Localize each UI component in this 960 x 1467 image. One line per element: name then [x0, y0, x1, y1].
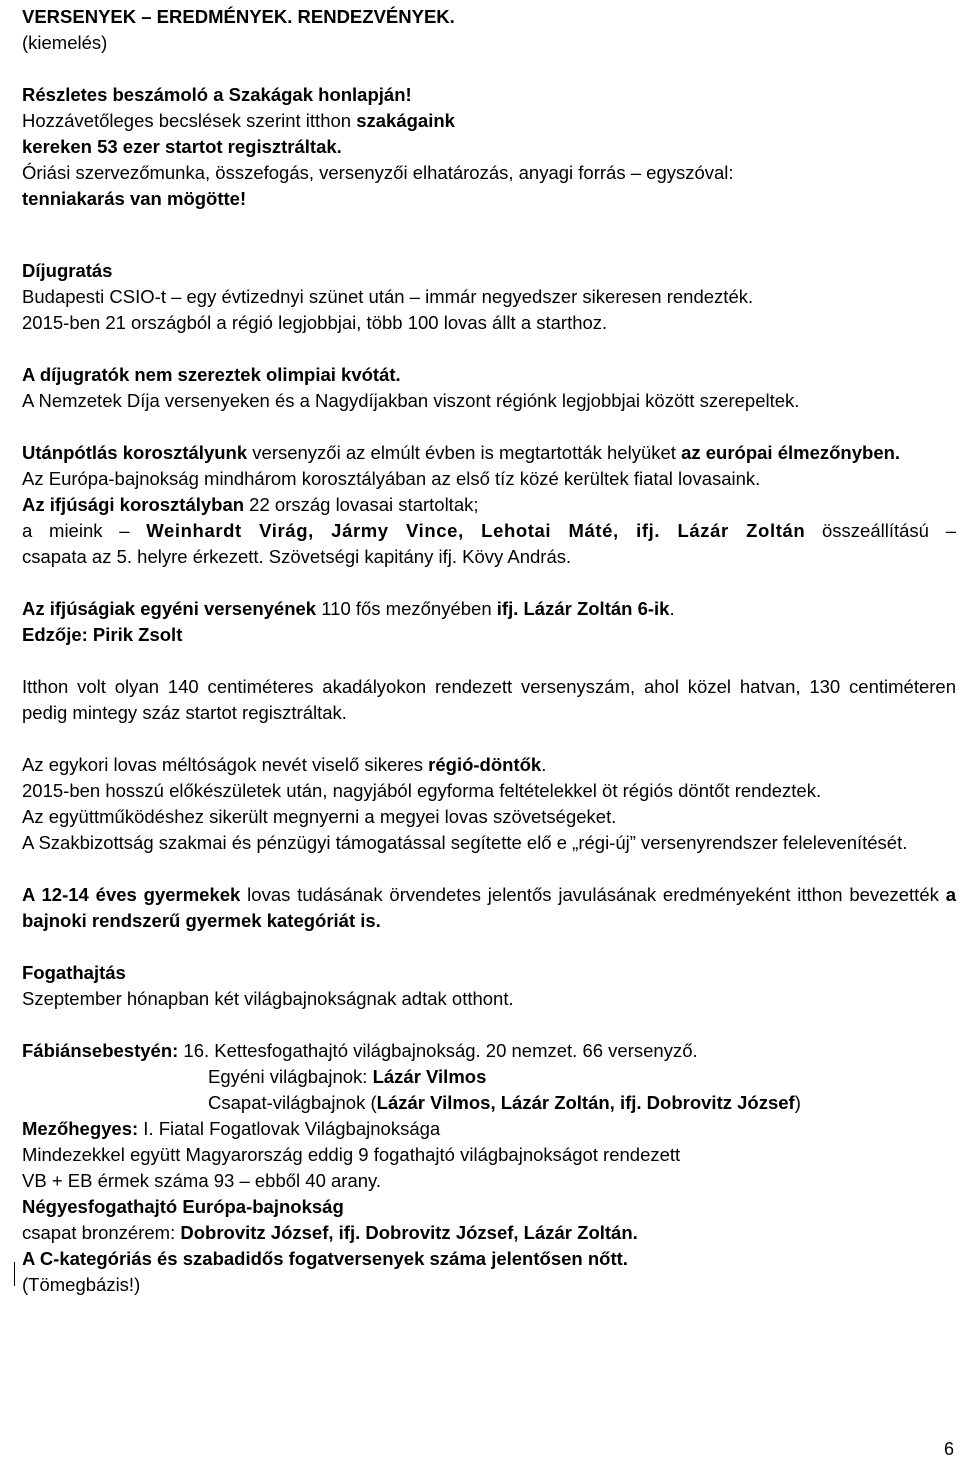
- paragraph-line: Mezőhegyes: I. Fiatal Fogatlovak Világbajnoksága: [22, 1118, 441, 1139]
- intro-line: Hozzávetőleges becslések szerint itthon szakágaink: [22, 110, 455, 131]
- paragraph-line: Az ifjúságiak egyéni versenyének 110 fős mezőnyében ifj. Lázár Zoltán 6-ik.: [22, 598, 675, 619]
- paragraph-line: Szeptember hónapban két világbajnokságnak adtak otthont.: [22, 988, 514, 1009]
- paragraph-line: Négyesfogathajtó Európa-bajnokság: [22, 1196, 344, 1217]
- document-page: [22, 4, 956, 1298]
- paragraph-line: 2015-ben 21 országból a régió legjobbjai, több 100 lovas állt a starthoz.: [22, 312, 608, 333]
- intro-line: kereken 53 ezer startot regisztráltak.: [22, 136, 342, 157]
- paragraph-line: csapat bronzérem: Dobrovitz József, ifj. Dobrovitz József, Lázár Zoltán.: [22, 1222, 638, 1243]
- intro-line: Óriási szervezőmunka, összefogás, versenyzői elhatározás, anyagi forrás – egyszóval:: [22, 162, 734, 183]
- paragraph-line: A díjugratók nem szereztek olimpiai kvótát.: [22, 364, 401, 385]
- section-heading-fogathajtas: Fogathajtás: [22, 962, 126, 983]
- paragraph-line: Mindezekkel együtt Magyarország eddig 9 fogathajtó világbajnokságot rendezett: [22, 1144, 681, 1165]
- paragraph: A Szakbizottság szakmai és pénzügyi támogatással segítette elő e „régi-új” versenyrendszer felelevenítését.: [22, 832, 908, 853]
- paragraph: A Nemzetek Díja versenyeken és a Nagydíjakban viszont régiónk legjobbjai között szerepeltek.: [22, 390, 800, 411]
- paragraph-line: a mieink – Weinhardt Virág, Jármy Vince, Lehotai Máté, ifj. Lázár Zoltán összeállítású –: [22, 520, 956, 541]
- paragraph-line: csapata az 5. helyre érkezett. Szövetségi kapitány ifj. Kövy András.: [22, 546, 572, 567]
- paragraph: A 12-14 éves gyermekek lovas tudásának örvendetes jelentős javulásának eredményeként itthon bevezették a bajnoki rendszerű gyermek kategóriát is.: [22, 884, 956, 931]
- paragraph-line: VB + EB érmek száma 93 – ebből 40 arany.: [22, 1170, 382, 1191]
- paragraph-line: Csapat-világbajnok (Lázár Vilmos, Lázár Zoltán, ifj. Dobrovitz József): [208, 1092, 801, 1113]
- paragraph-line: Fábiánsebestyén: 16. Kettesfogathajtó világbajnokság. 20 nemzet. 66 versenyző.: [22, 1040, 698, 1061]
- paragraph-line: Budapesti CSIO-t – egy évtizednyi szünet után – immár negyedszer sikeresen rendezték.: [22, 286, 754, 307]
- revision-bar: [14, 1262, 15, 1286]
- paragraph-line: Az Európa-bajnokság mindhárom korosztályában az első tíz közé kerültek fiatal lovasaink.: [22, 468, 761, 489]
- intro-line: Részletes beszámoló a Szakágak honlapján!: [22, 84, 412, 105]
- document-title: VERSENYEK – EREDMÉNYEK. RENDEZVÉNYEK.: [22, 6, 455, 27]
- paragraph-line: Az együttműködéshez sikerült megnyerni a megyei lovas szövetségeket.: [22, 806, 617, 827]
- paragraph-line: Edzője: Pirik Zsolt: [22, 624, 183, 645]
- paragraph: 2015-ben hosszú előkészületek után, nagyjából egyforma feltételekkel öt régiós döntőt rendeztek.: [22, 780, 822, 801]
- paragraph-line: A C-kategóriás és szabadidős fogatversenyek száma jelentősen nőtt.: [22, 1248, 628, 1269]
- paragraph-line: (Tömegbázis!): [22, 1274, 141, 1295]
- section-heading-dijugratas: Díjugratás: [22, 260, 113, 281]
- paragraph-line: Az egykori lovas méltóságok nevét viselő sikeres régió-döntők.: [22, 754, 547, 775]
- document-subtitle: (kiemelés): [22, 32, 108, 53]
- paragraph-line: Az ifjúsági korosztályban 22 ország lovasai startoltak;: [22, 494, 479, 515]
- paragraph: Itthon volt olyan 140 centiméteres akadályokon rendezett versenyszám, ahol közel hatvan, 130 centiméteren pedig mintegy száz startot regisztráltak.: [22, 676, 956, 723]
- intro-line: tenniakarás van mögötte!: [22, 188, 247, 209]
- paragraph: Utánpótlás korosztályunk versenyzői az elmúlt évben is megtartották helyüket az európai élmezőnyben.: [22, 442, 901, 463]
- paragraph-line: Egyéni világbajnok: Lázár Vilmos: [208, 1066, 487, 1087]
- page-number: 6: [943, 1439, 954, 1459]
